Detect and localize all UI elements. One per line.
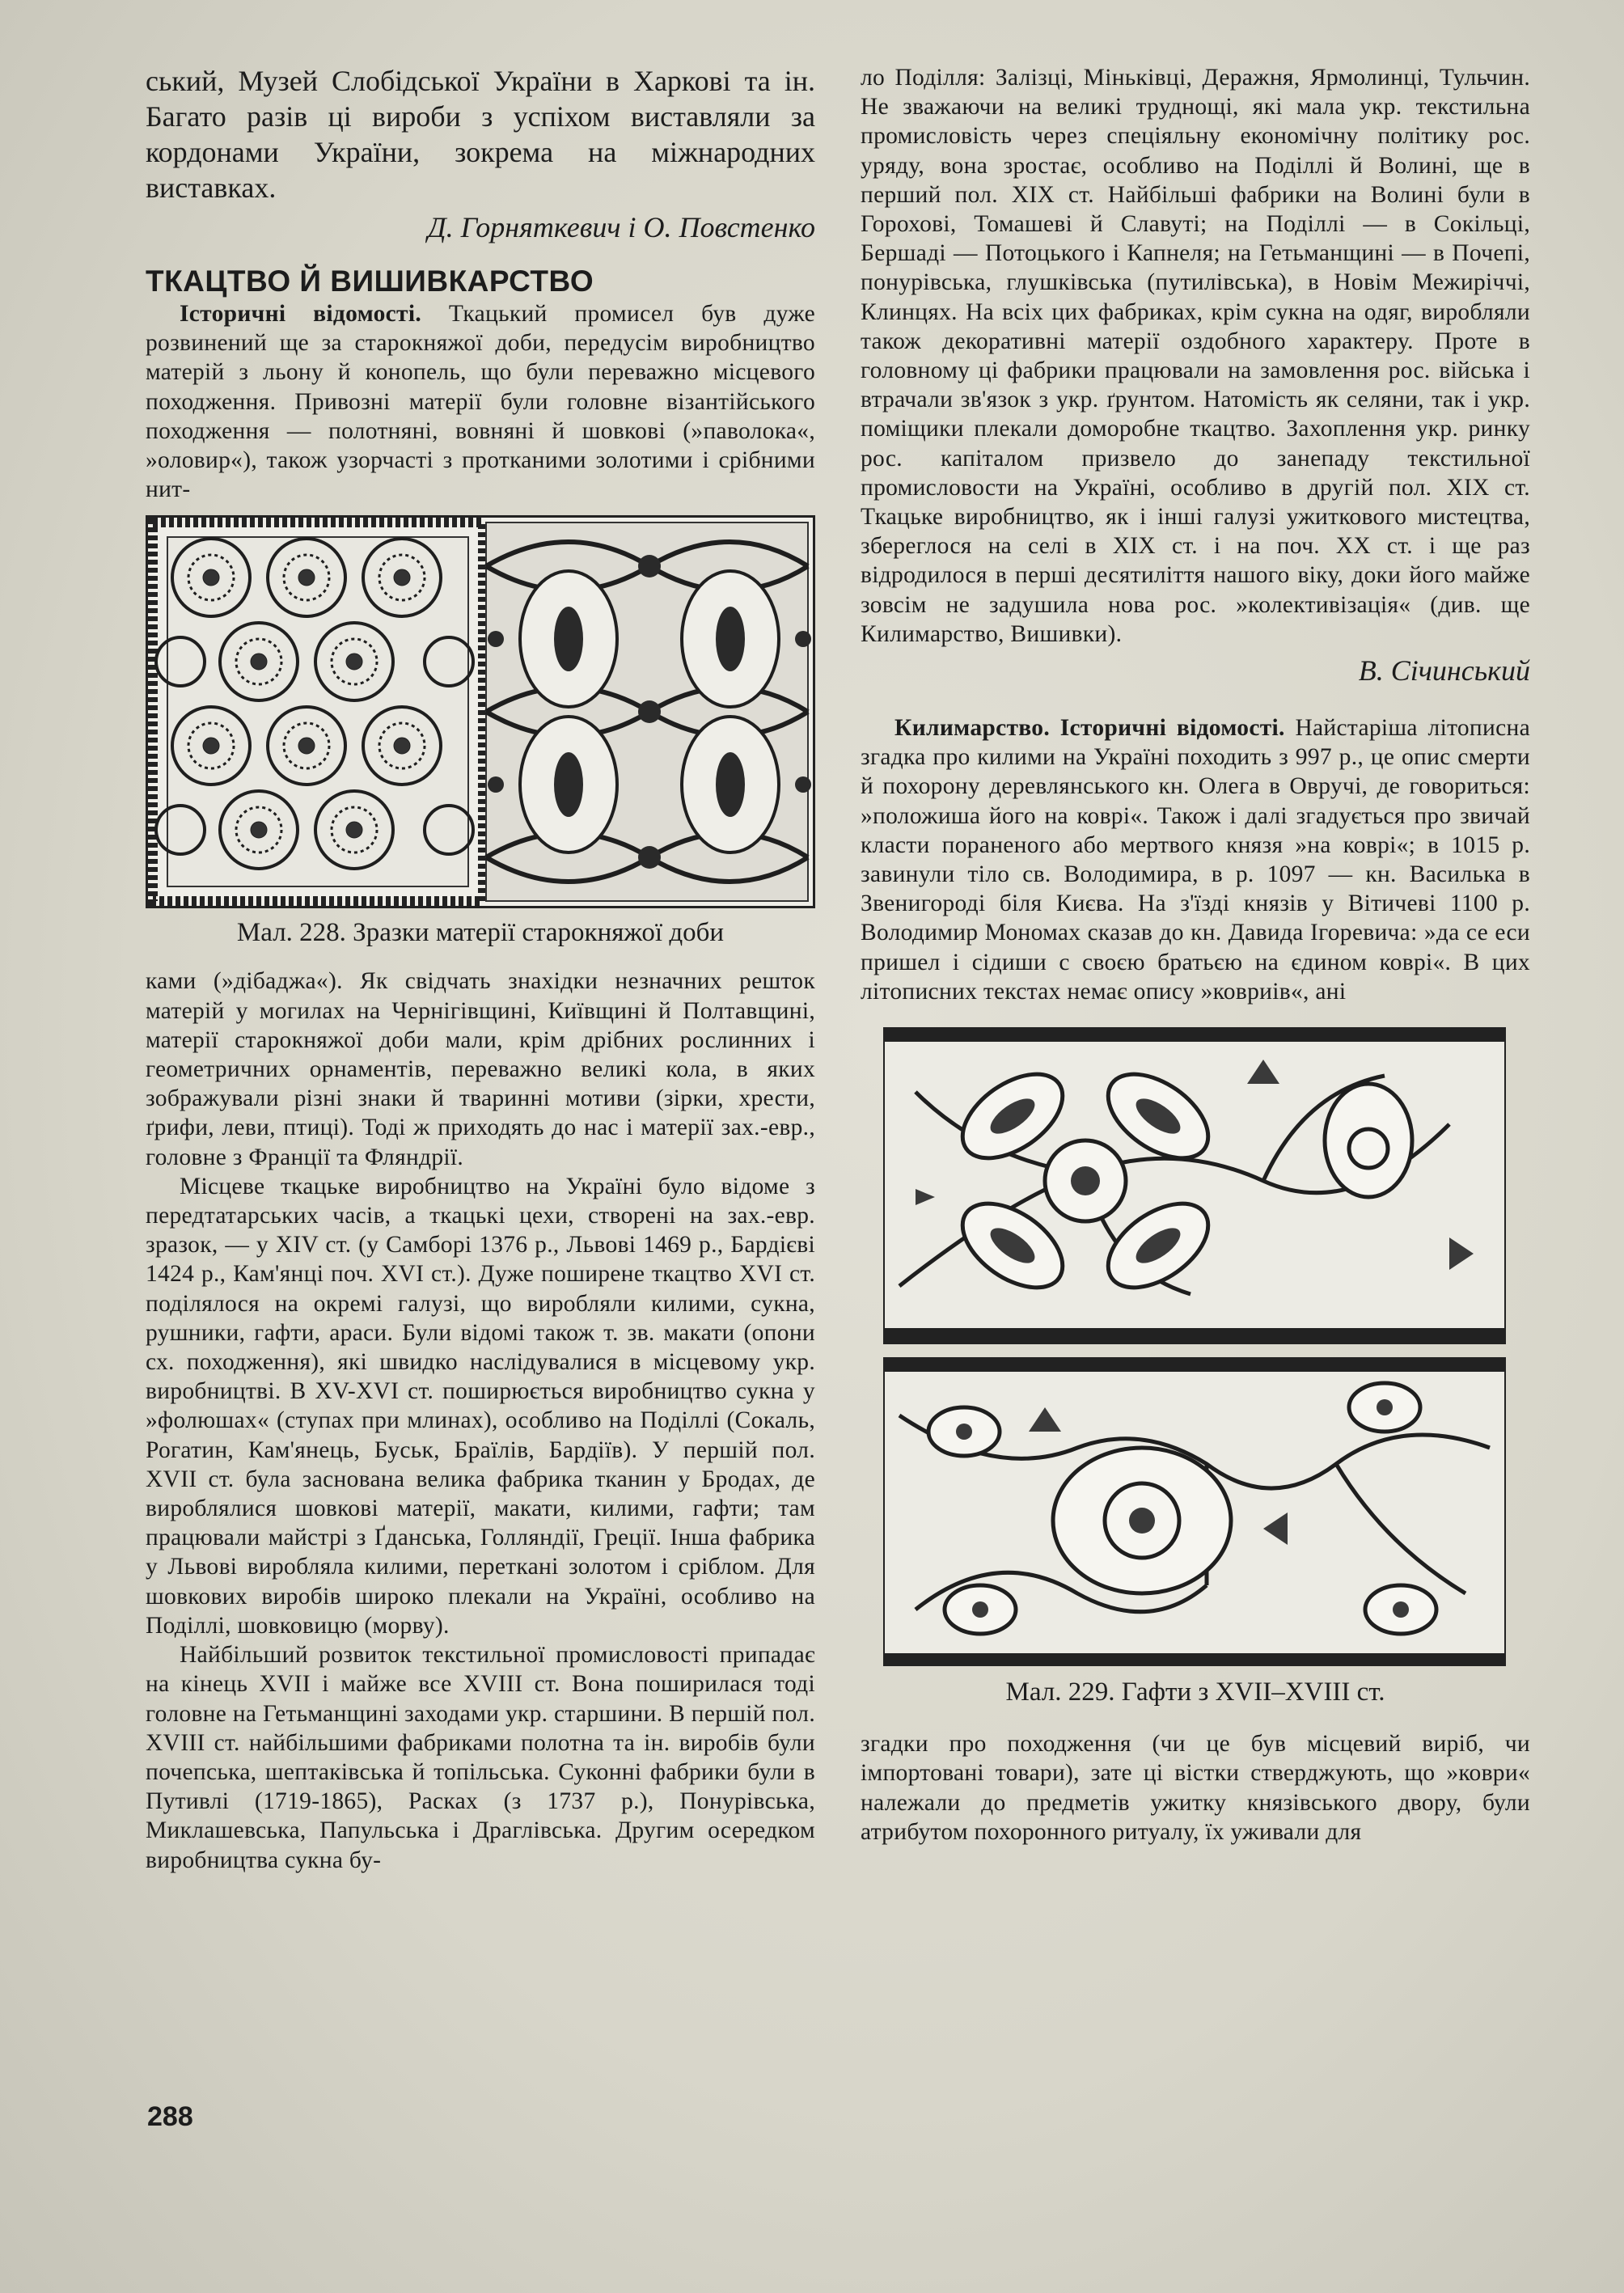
paragraph-text: Найстаріша літописна згадка про килими на Україні походить з 997 р., це опис смерти й похорону деревлянського кн. Олега в Овручі, де говориться: »положиша його на коврі«. Також і далі згадується про звичай класти пораненого або мертвого князя »на коврі«; в 1015 р. завинули тіло св. Володимира, в р. 1097 — кн. Василька в Звенигороді біля Києва. На з'їзді князів у Вітичеві 1100 р. Володимир Мономах сказав до кн. Давида Ігоревича: »да се еси пришел і сідиши с своєю братьєю на єдином коврі«. В цих літописних текстах немає опису »ковриів«, ані xyxy=(861,715,1530,1005)
paragraph: ло Поділля: Залізці, Міньківці, Деражня, Ярмолинці, Тульчин. Не зважаючи на великі труднощі, які мала укр. текстильна промисловість через спеціяльну економічну політику рос. уряду, вона зростає, особливо на Поділлі й Волині, ще в перший пол. XIX ст. Найбільші фабрики на Волині були в Горохові, Томашеві й Славуті; на Поділлі — в Сокільці, Бершаді — Потоцького і Капнеля; на Гетьманщині — в Почепі, понурівська, глушківська (путилівська), в Новім Межиріччі, Клинцях. На всіх цих фабриках, крім сукна на одяг, виробляли також декоративні матерії оздобного характеру. Проте в головному ці фабрики працювали на замовлення рос. війська і втрачали зв'язок з укр. ґрунтом. Натомість як селяни, так і укр. поміщики плекали доморобне ткацтво. Захоплення укр. ринку рос. капіталом призвело до занепаду текстильної промисловости на Україні, особливо в другій пол. XIX ст. Ткацьке виробництво, як і інші галузі ужиткового мистецтва, збереглося на селі в XIX ст. і на поч. XX ст. і ще раз відродилося в перші десятиліття нашого віку, доки його майже зовсім не задушила нова рос. »колективізація« (див. ще Килимарство, Вишивки). xyxy=(861,65,1530,647)
fabric-sample-ovals xyxy=(486,522,811,901)
subsection-label: Килимарство. Історичні відомості. xyxy=(894,715,1285,742)
paragraph xyxy=(861,713,1530,1006)
embroidery-band-upper xyxy=(883,1027,1506,1343)
paragraph: Місцеве ткацьке виробництво на Україні було відоме з передтатарських часів, а ткацькі цехи, створені на зах.-евр. зразок, — у XIV ст. (у Самборі 1376 р., Львові 1469 р., Бардієві 1424 р., Кам'янці поч. XVI ст.). Дуже поширене ткацтво XVI ст. поділялося на окремі галузі, що виробляли килими, сукна, рушники, гафти, араси. Були відомі також т. зв. макати (опони сх. походження), які швидко наслідувалися в місцевому укр. виробництві. В XV-XVI ст. поширюється виробництво сукна у »фолюшах« (ступах при млинах), особливо на Поділлі (Сокаль, Рогатин, Кам'янець, Буськ, Браїлів, Бардіїв). У першій пол. XVII ст. була заснована велика фабрика тканин у Бродах, де вироблялися шовкові матерії, макати, килими, гафти; там працювали майстрі з Ґданська, Голляндії, Греції. Інша фабрика у Львові виробляла килими, перетканi золотом і сріблом. Для шовкових виробів широко плекали на Україні, особливо на Поділлі, шовковицю (морву). xyxy=(146,1173,815,1639)
author-signature: Д. Горняткевич і О. Повстенко xyxy=(427,211,815,243)
embroidery-band-lower xyxy=(883,1359,1506,1666)
page-number: 288 xyxy=(147,2101,193,2132)
right-column xyxy=(861,63,1530,1847)
paragraph: Найбільший розвиток текстильної промисловості припадає на кінець XVII і майже все XVIII ст. Вона поширилася тоді головне на Гетьманщині заходами укр. старшини. В першій пол. XVIII ст. найбільшими фабриками полотна та ін. виробів були почепська, шептаківська й топільська. Суконні фабрики були в Путивлі (1719-1865), Расках (з 1737 р.), Понурівська, Миклашевська, Папульська і Драглівська. Другим осередком виробництва сукна бу- xyxy=(146,1642,815,1873)
paragraph: ками (»дібаджа«). Як свідчать знахідки незначних решток матерій у могилах на Чернігівщині, Київщині й Полтавщині, матерії старокняжої доби мали, крім дрібних рослинних і геометричних орнаментів, переважно великі кола, в яких зображували різні знаки й тваринні мотиви (зірки, хрести, ґрифи, леви, птиці). Тоді ж приходять до нас і матерії зах.-евр., головне з Франції та Фляндрії. xyxy=(146,968,815,1170)
paragraph-text: Ткацький промисел був дуже розвинений ще за старокняжої доби, передусім виробництво матерій з льону й конопель, що були переважно місцевого походження. Привозні матерії були головне візантійського походження — полотняні, вовняні й шовкові (»паволока«, »оловир«), також узорчасті з протканими золотими і срібними нит- xyxy=(146,301,815,503)
figure-229-caption: Мал. 229. Гафти з XVII–XVIII ст. xyxy=(1005,1677,1385,1707)
paragraph: згадки про походження (чи це був місцевий виріб, чи імпортовані товари), зате ці вістки стверджують, що »коври« належали до предметів ужитку князівського двору, були атрибутом похоронного ритуалу, їх уживали для xyxy=(861,1731,1530,1845)
fabric-sample-circles xyxy=(153,522,483,901)
paragraph xyxy=(146,299,815,504)
figure-228-fabric-samples xyxy=(146,515,815,908)
author-signature: В. Січинський xyxy=(1358,654,1530,687)
left-column xyxy=(146,63,815,1875)
section-title: ТКАЦТВО Й ВИШИВКАРСТВО xyxy=(146,264,594,298)
continuation-text: ський, Музей Слобідської України в Харкові та ін. Багато разів ці вироби з успіхом виставляли за кордонами України, зокрема на міжнародних виставках. xyxy=(146,65,815,204)
figure-228-caption: Мал. 228. Зразки матерії старокняжої доби xyxy=(236,918,725,948)
subsection-label: Історичні відомості. xyxy=(180,301,422,327)
figure-229-embroidery xyxy=(883,1027,1506,1666)
